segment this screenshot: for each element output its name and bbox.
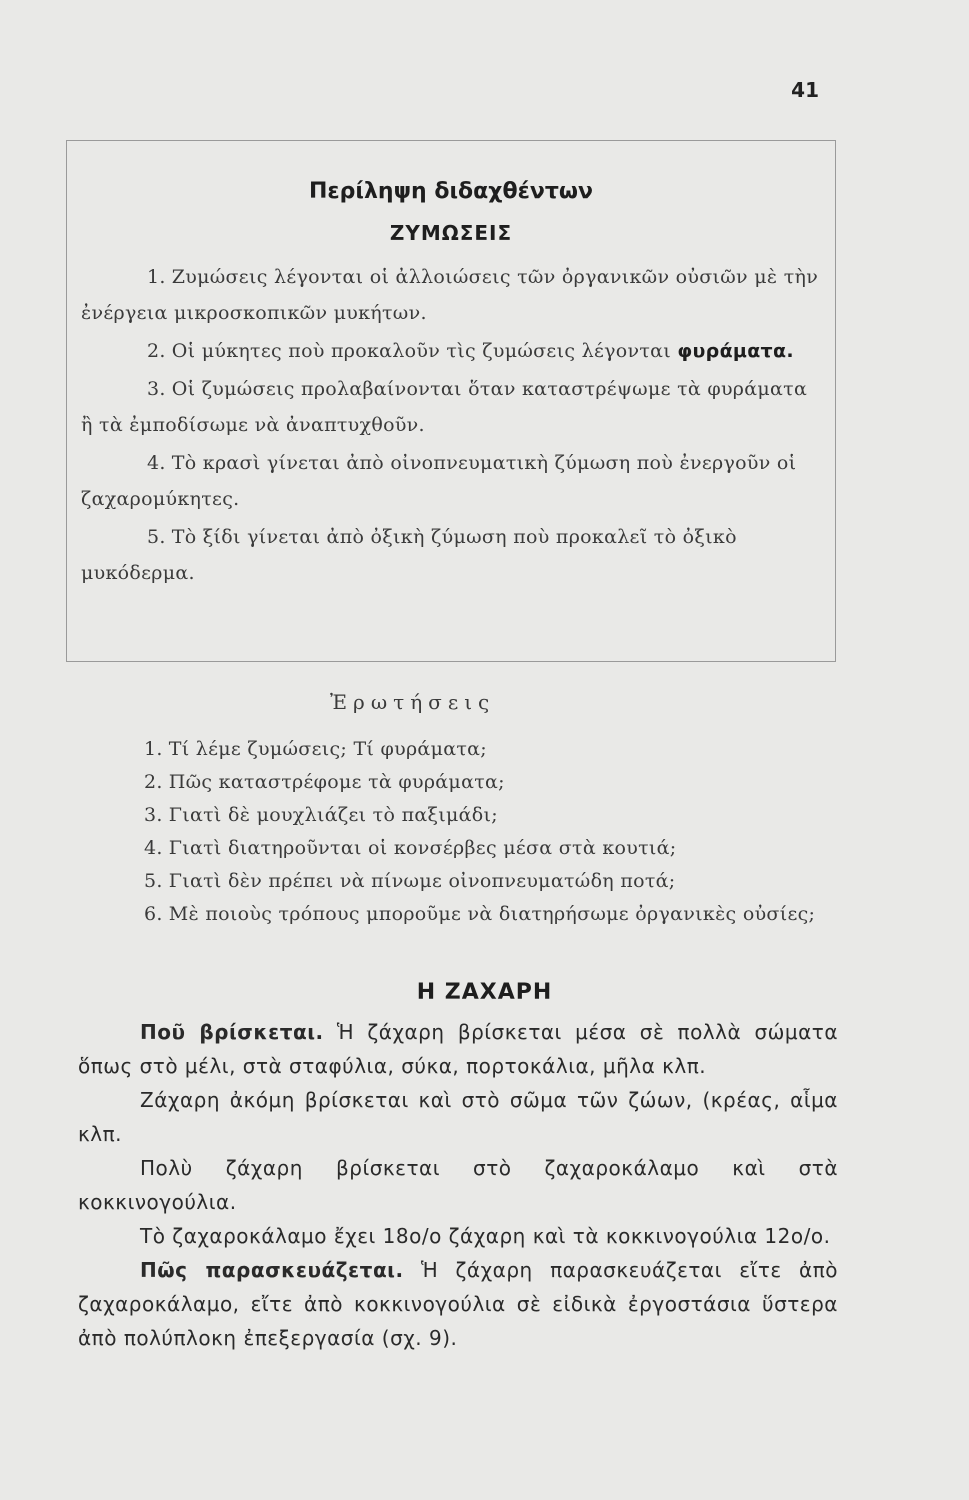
- question-item: [78, 733, 838, 766]
- question-item: [78, 766, 838, 799]
- paragraph-lead: Ποῦ βρίσκεται.: [140, 1020, 324, 1044]
- question-text: Πῶς καταστρέφομε τὰ φυράματα;: [168, 771, 505, 793]
- paragraph: [78, 1253, 838, 1355]
- questions-list: [78, 733, 838, 931]
- question-item: [78, 898, 838, 931]
- question-number: 4.: [144, 837, 163, 859]
- paragraph-lead: Πῶς παρασκευάζεται.: [140, 1258, 404, 1282]
- summary-item: [81, 259, 821, 331]
- item-text: Ζυμώσεις λέγονται οἱ ἀλλοιώσεις τῶν ὀργανικῶν οὐσιῶν μὲ τὴν ἐνέργεια μικροσκοπικῶν μυκήτων.: [81, 266, 819, 324]
- item-text: Οἱ ζυμώσεις προλαβαίνονται ὅταν καταστρέψωμε τὰ φυράματα ἢ τὰ ἐμποδίσωμε νὰ ἀναπτυχθοῦν.: [81, 378, 808, 436]
- page-number: 41: [791, 78, 819, 102]
- paragraph: [78, 1219, 838, 1253]
- item-number: 4.: [147, 452, 166, 474]
- paragraph-text: Πολὺ ζάχαρη βρίσκεται στὸ ζαχαροκάλαμο καὶ στὰ κοκκινογούλια.: [78, 1156, 838, 1214]
- item-text: Τὸ κρασὶ γίνεται ἀπὸ οἰνοπνευματικὴ ζύμωση ποὺ ἐνεργοῦν οἱ ζαχαρομύκητες.: [81, 452, 797, 510]
- item-number: 5.: [147, 526, 166, 548]
- item-number: 3.: [147, 378, 166, 400]
- item-text: Οἱ μύκητες ποὺ προκαλοῦν τὶς ζυμώσεις λέγονται: [171, 340, 672, 362]
- paragraph: [78, 1083, 838, 1151]
- summary-title: Περίληψη διδαχθέντων: [309, 179, 593, 204]
- question-item: [78, 832, 838, 865]
- summary-list: [81, 259, 821, 593]
- paragraph-text: Ἡ ζάχαρη βρίσκεται μέσα σὲ πολλὰ σώματα ὅπως στὸ μέλι, στὰ σταφύλια, σύκα, πορτοκάλια, μῆλα κλπ.: [78, 1020, 838, 1078]
- question-item: [78, 865, 838, 898]
- question-text: Μὲ ποιοὺς τρόπους μποροῦμε νὰ διατηρήσωμε ὀργανικὲς οὐσίες;: [168, 903, 816, 925]
- item-number: 1.: [147, 266, 166, 288]
- question-number: 5.: [144, 870, 163, 892]
- paragraph-text: Ἡ ζάχαρη παρασκευάζεται εἴτε ἀπὸ ζαχαροκάλαμο, εἴτε ἀπὸ κοκκινογούλια σὲ εἰδικὰ ἐργοστάσια ὕστερα ἀπὸ πολύπλοκη ἐπεξεργασία (σχ. 9).: [78, 1258, 838, 1350]
- summary-item: [81, 519, 821, 591]
- question-text: Γιατὶ δὲν πρέπει νὰ πίνωμε οἰνοπνευματώδη ποτά;: [168, 870, 676, 892]
- paragraph: [78, 1151, 838, 1219]
- summary-item: [81, 333, 821, 369]
- summary-item: [81, 445, 821, 517]
- question-item: [78, 799, 838, 832]
- summary-subtitle: ΖΥΜΩΣΕΙΣ: [389, 221, 513, 245]
- questions-title: Ἐρωτήσεις: [330, 690, 496, 714]
- question-text: Γιατὶ δὲ μουχλιάζει τὸ παξιμάδι;: [168, 804, 498, 826]
- sugar-section-body: [78, 1015, 838, 1355]
- question-number: 6.: [144, 903, 163, 925]
- question-number: 3.: [144, 804, 163, 826]
- question-number: 1.: [144, 738, 163, 760]
- paragraph-text: Ζάχαρη ἀκόμη βρίσκεται καὶ στὸ σῶμα τῶν ζώων, (κρέας, αἷμα κλπ.: [78, 1088, 838, 1146]
- item-bold-term: φυράματα.: [677, 340, 794, 362]
- question-text: Γιατὶ διατηροῦνται οἱ κονσέρβες μέσα στὰ κουτιά;: [168, 837, 677, 859]
- section-heading-sugar: Η ΖΑΧΑΡΗ: [416, 980, 553, 1005]
- item-text: Τὸ ξίδι γίνεται ἀπὸ ὀξικὴ ζύμωση ποὺ προκαλεῖ τὸ ὀξικὸ μυκόδερμα.: [81, 526, 737, 584]
- item-number: 2.: [147, 340, 166, 362]
- summary-box: [66, 140, 836, 662]
- question-number: 2.: [144, 771, 163, 793]
- summary-item: [81, 371, 821, 443]
- question-text: Τί λέμε ζυμώσεις; Τί φυράματα;: [168, 738, 487, 760]
- paragraph: [78, 1015, 838, 1083]
- paragraph-text: Τὸ ζαχαροκάλαμο ἔχει 18ο/ο ζάχαρη καὶ τὰ κοκκινογούλια 12ο/ο.: [140, 1224, 831, 1248]
